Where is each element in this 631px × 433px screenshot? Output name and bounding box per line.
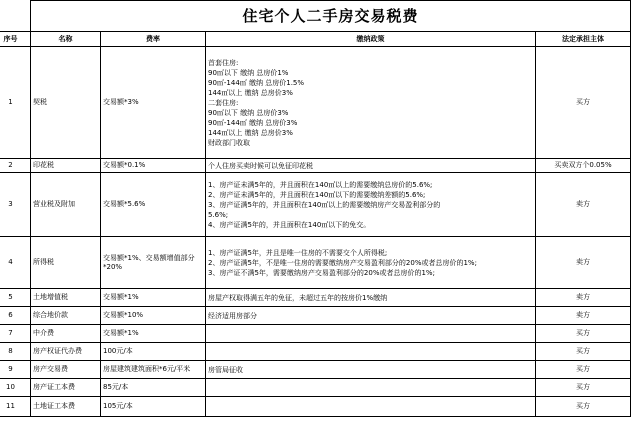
tax-payer: 买方 bbox=[536, 343, 631, 361]
tax-policy bbox=[206, 325, 536, 343]
policy-line: 144㎡以上 缴纳 总房价3% bbox=[208, 88, 293, 97]
policy-line: 3、房产证不满5年，需要缴纳房产交易盈利部分的20%或者总房价的1%; bbox=[208, 268, 435, 277]
tax-rate: 交易额*10% bbox=[101, 307, 206, 325]
tax-payer: 买方 bbox=[536, 47, 631, 159]
policy-line: 二套住房: bbox=[208, 98, 239, 107]
header-policy: 缴纳政策 bbox=[206, 32, 536, 47]
tax-rate: 交易额*5.6% bbox=[101, 173, 206, 237]
row-number: 2 bbox=[0, 159, 31, 173]
tax-name: 印花税 bbox=[31, 159, 101, 173]
tax-rate: 85元/本 bbox=[101, 379, 206, 397]
tax-name: 综合地价款 bbox=[31, 307, 101, 325]
policy-line: 2、房产证满5年，不是唯一住房的需要缴纳房产交易盈利部分的20%或者总房价的1%; bbox=[208, 258, 477, 267]
tax-policy bbox=[206, 307, 536, 325]
row-number: 11 bbox=[0, 397, 31, 417]
tax-policy bbox=[206, 47, 536, 159]
tax-payer: 卖方 bbox=[536, 173, 631, 237]
tax-policy bbox=[206, 379, 536, 397]
table-row bbox=[0, 343, 631, 361]
tax-name: 营业税及附加 bbox=[31, 173, 101, 237]
policy-line: 144㎡以上 缴纳 总房价3% bbox=[208, 128, 293, 137]
tax-payer: 卖方 bbox=[536, 237, 631, 289]
tax-name: 土地证工本费 bbox=[31, 397, 101, 417]
row-number: 10 bbox=[0, 379, 31, 397]
tax-policy bbox=[206, 173, 536, 237]
table-row bbox=[0, 159, 631, 173]
row-number: 6 bbox=[0, 307, 31, 325]
tax-payer: 买方 bbox=[536, 397, 631, 417]
policy-line: 1、房产证满5年，并且是唯一住房的不需要交个人所得税; bbox=[208, 248, 388, 257]
header-name: 名称 bbox=[31, 32, 101, 47]
tax-policy bbox=[206, 397, 536, 417]
header-no: 序号 bbox=[0, 32, 31, 47]
row-number: 3 bbox=[0, 173, 31, 237]
tax-payer: 买方 bbox=[536, 361, 631, 379]
row-number: 4 bbox=[0, 237, 31, 289]
policy-line: 90㎡以下 缴纳 总房价3% bbox=[208, 108, 289, 117]
policy-line: 90㎡-144㎡ 缴纳 总房价1.5% bbox=[208, 78, 305, 87]
row-number: 1 bbox=[0, 47, 31, 159]
policy-line: 5.6%; bbox=[208, 210, 229, 219]
table-row bbox=[0, 379, 631, 397]
tax-payer: 买方 bbox=[536, 325, 631, 343]
row-number: 9 bbox=[0, 361, 31, 379]
tax-name: 房产交易费 bbox=[31, 361, 101, 379]
policy-line: 2、房产证未满5年的，并且面积在140㎡以下的需要缴纳差额的5.6%; bbox=[208, 190, 426, 199]
tax-payer: 卖方 bbox=[536, 289, 631, 307]
tax-name: 土地增值税 bbox=[31, 289, 101, 307]
policy-line: 房管局征收 bbox=[208, 365, 243, 374]
row-number: 5 bbox=[0, 289, 31, 307]
tax-rate: 房屋建筑建筑面积*6元/平米 bbox=[101, 361, 206, 379]
policy-line: 4、房产证满5年的，并且面积在140㎡以下的免交。 bbox=[208, 220, 371, 229]
table-row bbox=[0, 237, 631, 289]
tax-policy bbox=[206, 289, 536, 307]
tax-name: 房产权证代办费 bbox=[31, 343, 101, 361]
policy-line: 财政部门收取 bbox=[208, 138, 250, 147]
tax-payer: 卖方 bbox=[536, 307, 631, 325]
header-rate: 费率 bbox=[101, 32, 206, 47]
tax-rate: 105元/本 bbox=[101, 397, 206, 417]
policy-line: 1、房产证未满5年的，并且面积在140㎡以上的需要缴纳总房价的5.6%; bbox=[208, 180, 433, 189]
tax-rate: 交易额*0.1% bbox=[101, 159, 206, 173]
table-row bbox=[0, 173, 631, 237]
table-row bbox=[0, 397, 631, 417]
tax-payer: 买方 bbox=[536, 379, 631, 397]
tax-rate: 交易额*1%、交易额增值部分*20% bbox=[101, 237, 206, 289]
title-blank-cell bbox=[0, 1, 31, 32]
tax-rate: 交易额*3% bbox=[101, 47, 206, 159]
tax-name: 中介费 bbox=[31, 325, 101, 343]
header-payer: 法定承担主体 bbox=[536, 32, 631, 47]
row-number: 7 bbox=[0, 325, 31, 343]
policy-line: 90㎡-144㎡ 缴纳 总房价3% bbox=[208, 118, 298, 127]
tax-policy bbox=[206, 237, 536, 289]
tax-rate: 交易额*1% bbox=[101, 289, 206, 307]
policy-line: 个人住房买卖时候可以免征印花税 bbox=[208, 161, 313, 170]
policy-line: 经济适用房部分 bbox=[208, 311, 257, 320]
tax-policy bbox=[206, 159, 536, 173]
tax-rate: 交易额*1% bbox=[101, 325, 206, 343]
policy-line: 房屋产权取得满五年的免征，未超过五年的按房价1%缴纳 bbox=[208, 293, 388, 302]
table-row bbox=[0, 361, 631, 379]
table-row bbox=[0, 307, 631, 325]
page-title: 住宅个人二手房交易税费 bbox=[31, 1, 631, 32]
table-row bbox=[0, 289, 631, 307]
table-row bbox=[0, 325, 631, 343]
policy-line: 3、房产证满5年的，并且面积在140㎡以上的需要缴纳房产交易盈利部分的 bbox=[208, 200, 441, 209]
tax-name: 房产证工本费 bbox=[31, 379, 101, 397]
tax-name: 契税 bbox=[31, 47, 101, 159]
policy-line: 首套住房: bbox=[208, 58, 239, 67]
tax-rate: 100元/本 bbox=[101, 343, 206, 361]
table-row bbox=[0, 47, 631, 159]
tax-name: 所得税 bbox=[31, 237, 101, 289]
policy-line: 90㎡以下 缴纳 总房价1% bbox=[208, 68, 289, 77]
tax-policy bbox=[206, 343, 536, 361]
tax-policy bbox=[206, 361, 536, 379]
tax-payer: 买卖双方个0.05% bbox=[536, 159, 631, 173]
row-number: 8 bbox=[0, 343, 31, 361]
